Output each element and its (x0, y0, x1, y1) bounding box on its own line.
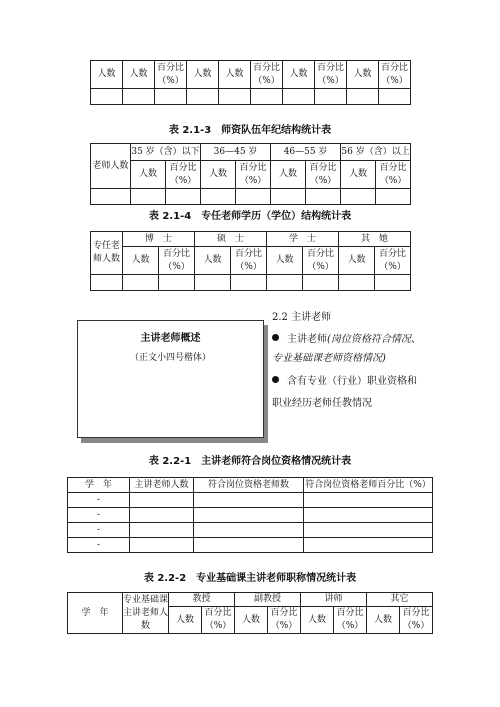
table-cell[interactable] (304, 538, 433, 553)
col-pct: 百分比（%） (231, 247, 267, 275)
col-pct: 百分比（%） (303, 247, 339, 275)
table-row (68, 523, 433, 538)
table-cell[interactable] (123, 89, 155, 105)
col-count: 人数 (347, 61, 379, 89)
group-header: 博 士 (123, 232, 195, 247)
col-count: 人数 (301, 607, 334, 634)
bullet-1-line2: 专业基础课老师资格情况) (272, 353, 386, 364)
col-pct: 百分比（%） (375, 247, 411, 275)
col-count: 人数 (283, 61, 315, 89)
bullet-2-line2: 职业经历老师任教情况 (272, 398, 372, 409)
year-cell[interactable]: - (68, 523, 130, 538)
overview-subtitle: （正文小四号楷体） (129, 353, 211, 363)
table-cell[interactable] (194, 493, 304, 508)
overview-textbox[interactable] (77, 320, 264, 438)
group-header: 教授 (169, 593, 235, 607)
table-cell[interactable] (271, 189, 306, 205)
bullet-item-2 (272, 375, 417, 389)
col-count: 人数 (219, 61, 251, 89)
col-count: 人数 (123, 247, 159, 275)
table-cell[interactable] (187, 89, 219, 105)
col-count: 人数 (195, 247, 231, 275)
col-base-lecturer-count: 专业基础课主讲老师人数 (123, 593, 169, 634)
bullet-item-1 (272, 333, 421, 347)
caption-2-2-2: 表 2.2-2 专业基础课主讲老师职称情况统计表 (143, 573, 357, 584)
table-header-row (68, 478, 433, 493)
col-pct: 百分比（%） (400, 607, 433, 634)
table-cell[interactable] (166, 189, 201, 205)
col-count: 人数 (187, 61, 219, 89)
table-row (68, 493, 433, 508)
table-cell[interactable] (195, 275, 231, 291)
table-cell[interactable] (219, 89, 251, 105)
table-row (68, 538, 433, 553)
title-table (67, 592, 433, 634)
col-count: 人数 (267, 247, 303, 275)
col-count: 人数 (123, 61, 155, 89)
col-count: 人数 (339, 247, 375, 275)
table-cell[interactable] (306, 189, 341, 205)
col-count: 人数 (367, 607, 400, 634)
group-header: 副教授 (235, 593, 301, 607)
table-cell[interactable] (159, 275, 195, 291)
group-header: 讲师 (301, 593, 367, 607)
bullet-icon (272, 334, 279, 341)
table-cell[interactable] (304, 523, 433, 538)
table-cell[interactable] (155, 89, 187, 105)
year-cell[interactable]: - (68, 493, 130, 508)
table-cell[interactable] (304, 493, 433, 508)
table-cell[interactable] (339, 275, 375, 291)
top-table-header-row (91, 61, 411, 89)
caption-2-1-3: 表 2.1-3 师资队伍年纪结构统计表 (168, 125, 332, 136)
age-structure-table (90, 143, 411, 205)
row-label-fulltime-count: 专任老师人数 (91, 232, 123, 275)
caption-2-2-1: 表 2.2-1 主讲老师符合岗位资格情况统计表 (148, 456, 352, 467)
table-row (68, 508, 433, 523)
group-header: 36—45 岁 (201, 144, 271, 161)
table-cell[interactable] (347, 89, 379, 105)
table-cell[interactable] (201, 189, 236, 205)
table-cell[interactable] (375, 275, 411, 291)
col-pct: 百分比（%） (202, 607, 235, 634)
bullet-1-italic: (岗位资格符合情况、 (327, 334, 421, 345)
col-pct: 百分比（%） (334, 607, 367, 634)
table-row (91, 89, 411, 105)
table-cell[interactable] (91, 275, 123, 291)
table-cell[interactable] (251, 89, 283, 105)
table-cell[interactable] (194, 523, 304, 538)
table-cell[interactable] (131, 189, 166, 205)
col-count: 人数 (201, 161, 236, 189)
group-header: 35 岁（含）以下 (131, 144, 201, 161)
top-table (90, 60, 411, 105)
education-structure-table (90, 231, 411, 291)
table-cell[interactable] (130, 538, 194, 553)
col-count: 人数 (271, 161, 306, 189)
table-cell[interactable] (130, 523, 194, 538)
group-header: 学 士 (267, 232, 339, 247)
col-count: 人数 (169, 607, 202, 634)
table-row (91, 275, 411, 291)
table-cell[interactable] (267, 275, 303, 291)
col-pct: 百分比（%） (268, 607, 301, 634)
col-pct: 百分比（%） (379, 61, 411, 89)
table-cell[interactable] (303, 275, 339, 291)
group-header: 46—55 岁 (271, 144, 341, 161)
table-cell[interactable] (123, 275, 159, 291)
table-cell[interactable] (91, 89, 123, 105)
col-year: 学 年 (68, 478, 130, 493)
group-header: 硕 士 (195, 232, 267, 247)
table-cell[interactable] (379, 89, 411, 105)
table-cell[interactable] (315, 89, 347, 105)
table-cell[interactable] (376, 189, 411, 205)
table-cell[interactable] (194, 508, 304, 523)
col-pct: 百分比（%） (166, 161, 201, 189)
bullet-2-line1: 含有专业（行业）职业资格和 (287, 376, 417, 387)
table-cell[interactable] (341, 189, 376, 205)
col-pct: 百分比（%） (306, 161, 341, 189)
col-count: 人数 (235, 607, 268, 634)
col-count: 人数 (341, 161, 376, 189)
group-header: 其它 (367, 593, 433, 607)
col-count: 人数 (131, 161, 166, 189)
col-qualified-count: 符合岗位资格老师数 (194, 478, 304, 493)
group-header: 56 岁（含）以上 (341, 144, 411, 161)
qualification-table (67, 477, 433, 553)
col-pct: 百分比（%） (159, 247, 195, 275)
table-cell[interactable] (91, 189, 131, 205)
col-qualified-pct: 符合岗位资格老师百分比（%） (304, 478, 433, 493)
col-year: 学 年 (68, 593, 123, 634)
table-cell[interactable] (236, 189, 271, 205)
bullet-icon (272, 376, 279, 383)
table-cell[interactable] (130, 508, 194, 523)
row-label-teacher-count: 老师人数 (91, 144, 131, 189)
col-pct: 百分比（%） (155, 61, 187, 89)
col-count: 人数 (91, 61, 123, 89)
table-cell[interactable] (194, 538, 304, 553)
caption-2-1-4: 表 2.1-4 专任老师学历（学位）结构统计表 (148, 211, 352, 222)
table-cell[interactable] (231, 275, 267, 291)
col-pct: 百分比（%） (251, 61, 283, 89)
section-heading: 2.2 主讲老师 (272, 312, 332, 323)
group-header: 其 她 (339, 232, 411, 247)
table-row (91, 189, 411, 205)
table-cell[interactable] (130, 493, 194, 508)
col-pct: 百分比（%） (376, 161, 411, 189)
year-cell[interactable]: - (68, 538, 130, 553)
table-cell[interactable] (283, 89, 315, 105)
col-pct: 百分比（%） (315, 61, 347, 89)
bullet-1-prefix: 主讲老师 (287, 334, 327, 345)
year-cell[interactable]: - (68, 508, 130, 523)
col-pct: 百分比（%） (236, 161, 271, 189)
table-cell[interactable] (304, 508, 433, 523)
col-lecturer-count: 主讲老师人数 (130, 478, 194, 493)
overview-title: 主讲老师概述 (140, 333, 201, 344)
